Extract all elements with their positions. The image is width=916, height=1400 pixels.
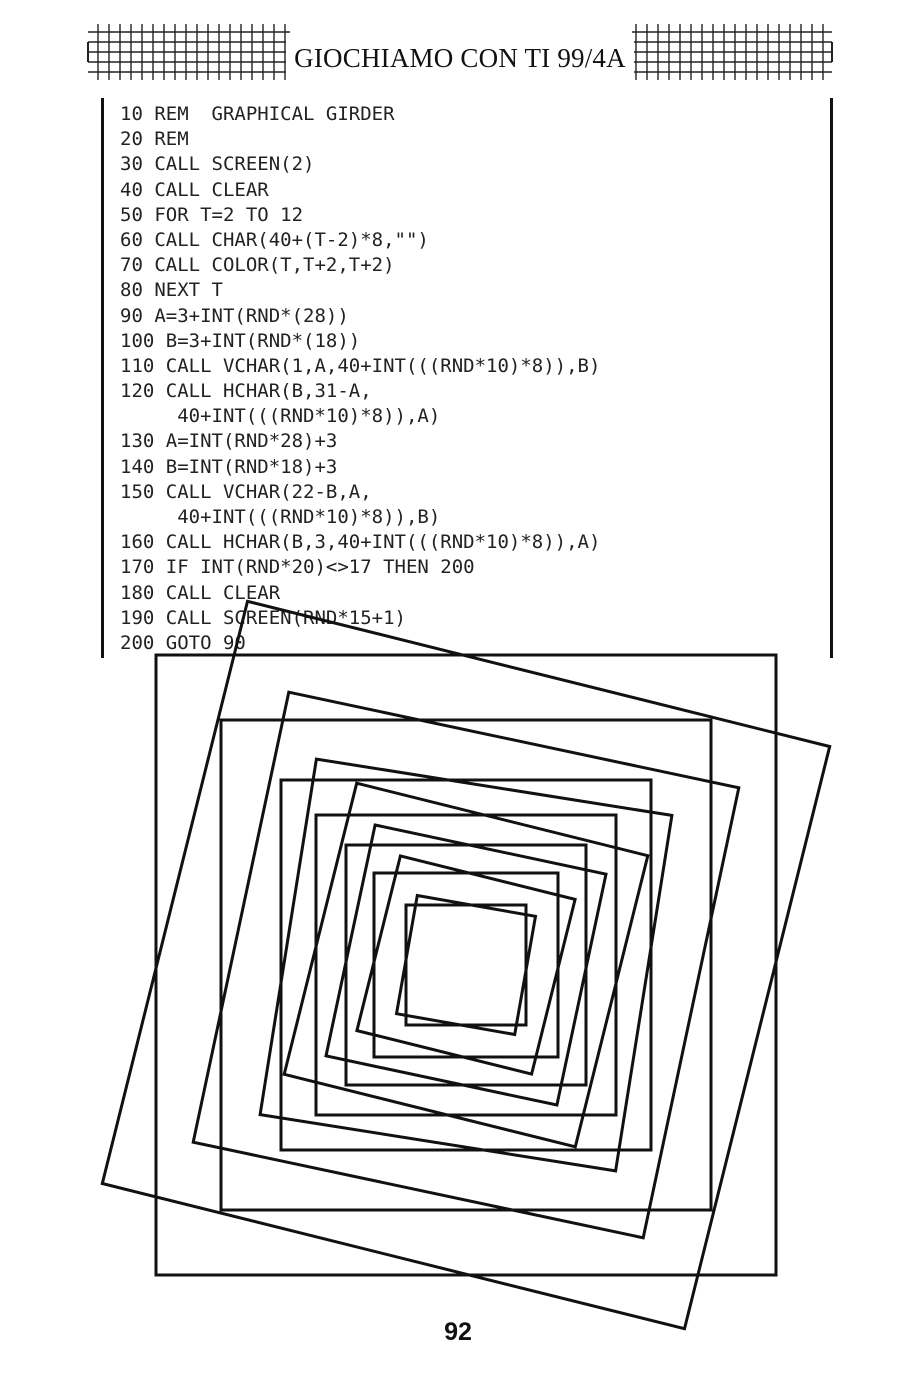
code-listing [120,102,600,656]
girder-square [221,720,711,1210]
code-line-100: 100 B=3+INT(RND*(18)) [120,329,361,352]
code-line-140: 140 B=INT(RND*18)+3 [120,455,338,478]
girder-square [156,655,776,1275]
code-line-30: 30 CALL SCREEN(2) [120,153,315,176]
code-line-110: 110 CALL VCHAR(1,A,40+INT(((RND*10)*8)),B) [120,354,601,377]
code-line-120-continued: 40+INT(((RND*10)*8)),A) [120,405,441,428]
code-listing-box [101,98,833,658]
code-line-170: 170 IF INT(RND*20)<>17 THEN 200 [120,556,475,579]
page-header [0,0,916,100]
girder-square [102,601,829,1328]
code-line-130: 130 A=INT(RND*28)+3 [120,430,338,453]
code-line-190: 190 CALL SCREEN(RND*15+1) [120,606,406,629]
page-title: GIOCHIAMO CON TI 99/4A [286,40,634,76]
girder-square [326,825,606,1105]
page-number: 92 [444,1318,472,1346]
code-line-150-continued: 40+INT(((RND*10)*8)),B) [120,506,441,528]
code-line-20: 20 REM [120,128,189,151]
girder-square [193,692,739,1238]
code-line-90: 90 A=3+INT(RND*(28)) [120,304,349,327]
code-line-150: 150 CALL VCHAR(22-B,A, [120,480,372,503]
code-line-180: 180 CALL CLEAR [120,581,281,604]
code-line-80: 80 NEXT T [120,279,223,302]
code-line-160: 160 CALL HCHAR(B,3,40+INT(((RND*10)*8)),A) [120,531,601,554]
girder-square [397,896,536,1035]
code-line-200: 200 GOTO 90 [120,631,246,654]
girder-square [316,815,616,1115]
girder-square [374,873,558,1057]
code-line-120: 120 CALL HCHAR(B,31-A, [120,380,372,403]
girder-square [346,845,586,1085]
code-line-70: 70 CALL COLOR(T,T+2,T+2) [120,254,395,277]
girder-square [260,759,672,1171]
girder-square [281,780,651,1150]
girder-square [357,856,575,1074]
girder-square [406,905,526,1025]
girder-square [284,783,648,1147]
code-line-40: 40 CALL CLEAR [120,178,269,201]
code-line-10: 10 REM GRAPHICAL GIRDER [120,103,395,125]
code-line-60: 60 CALL CHAR(40+(T-2)*8,"") [120,228,429,251]
code-line-50: 50 FOR T=2 TO 12 [120,203,304,226]
